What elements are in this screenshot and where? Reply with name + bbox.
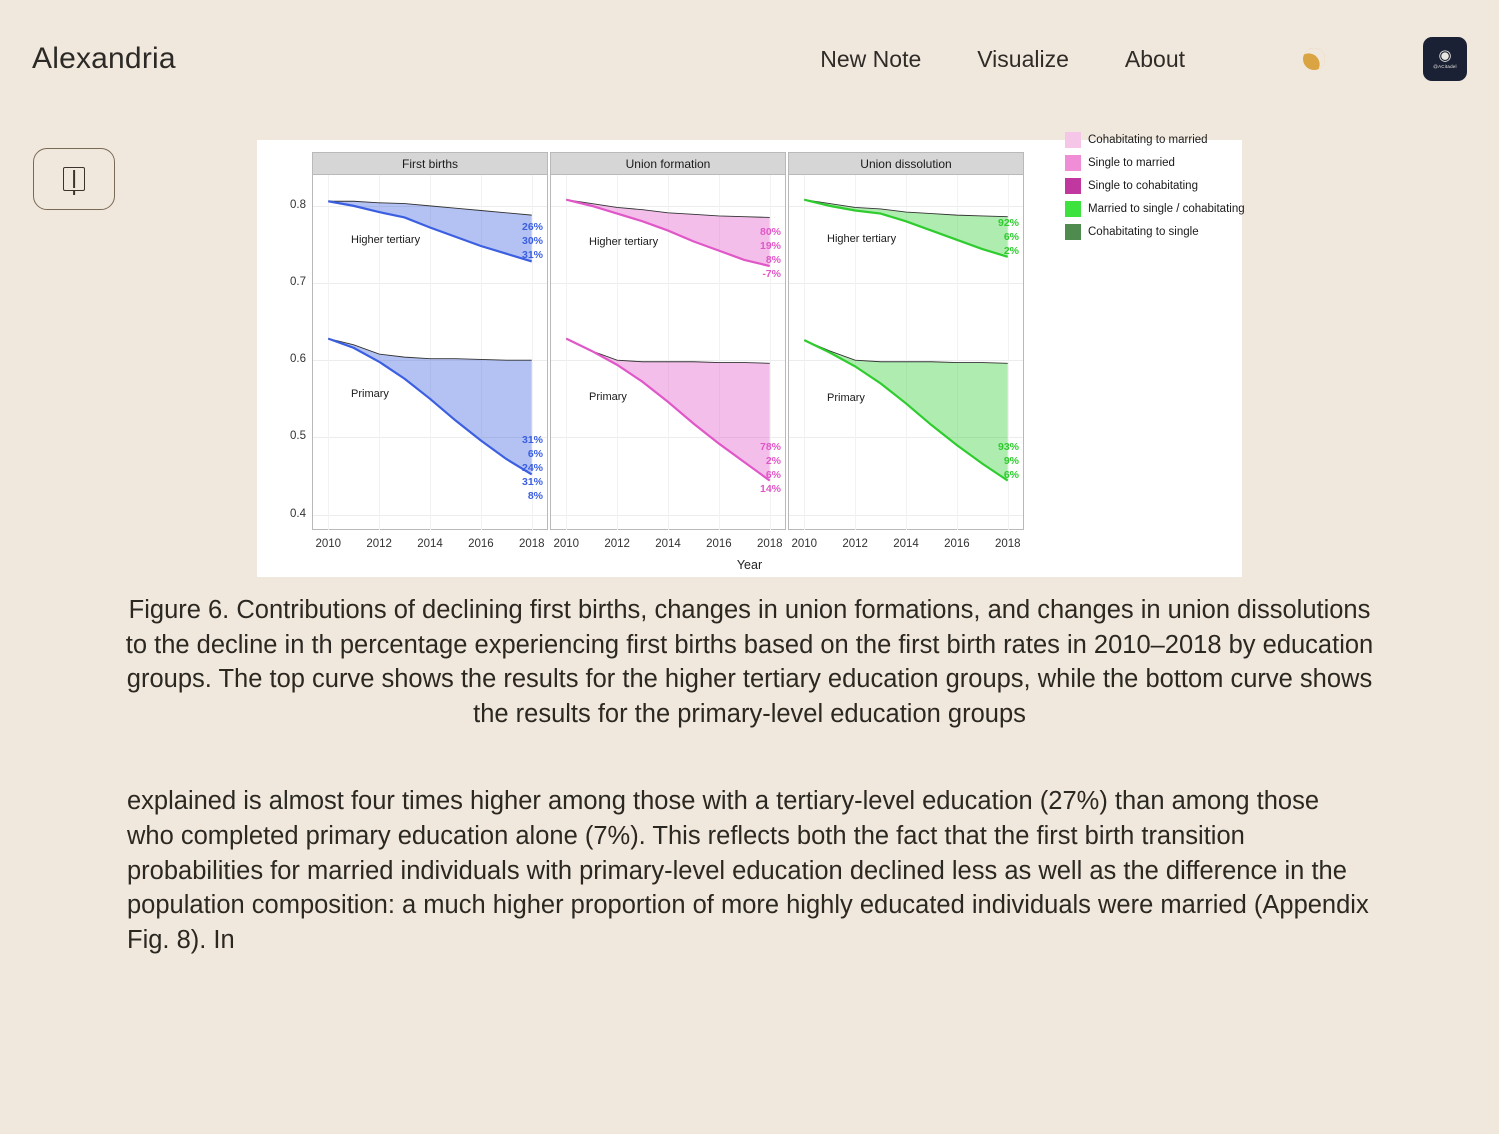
app-badge[interactable] [1423,37,1467,81]
legend-swatch [1065,178,1081,194]
moon-icon [1300,45,1329,74]
chart-series-label: Primary [351,387,389,400]
chart-annotation: 80% [759,226,781,239]
nav-visualize[interactable]: Visualize [977,45,1069,72]
figure-caption: Figure 6. Contributions of declining first births, changes in union formations, and changes in union dissolutions to the decline in th percentage experiencing first births based on the first birth rates in 2010–2018 by education groups. The top curve shows the results for the higher tertiary education groups, while the bottom curve shows the results for the primary-level education groups [125,596,1374,729]
chart-plot-area [789,175,1023,530]
chart-annotation: 30% [521,235,543,248]
chart-x-tick: 2018 [518,538,545,550]
chart-panel [788,152,1024,530]
chart-annotation: 93% [997,440,1019,453]
chart-x-axis-label: Year [736,558,763,572]
chart-annotation: 24% [521,462,543,475]
chart-series-label: Primary [827,392,865,405]
chart-annotation: 31% [521,434,543,447]
chart-series-label: Higher tertiary [827,232,897,245]
chart-x-tick: 2014 [893,538,919,550]
figure-image [257,133,1245,577]
chart-x-tick: 2016 [944,538,970,550]
chart-x-tick: 2014 [417,538,443,550]
owl-icon: ◉ [1438,47,1452,64]
chart-plot-area [313,175,547,530]
legend-swatch [1065,201,1081,217]
legend-item [1065,128,1243,151]
chart-x-tick: 2012 [604,538,630,550]
chart-x-tick: 2016 [706,538,732,550]
chart-annotation: 19% [759,240,781,253]
chart-annotation: 31% [521,476,543,489]
chart-annotation: 31% [521,249,543,262]
chart-x-tick: 2018 [994,538,1021,550]
legend-label: Cohabitating to single [1088,225,1199,238]
chart-panel-title: Union formation [551,153,785,175]
chart-annotation: 2% [765,454,781,467]
chart-y-tick: 0.4 [290,507,306,520]
chart-x-tick: 2018 [756,538,783,550]
chart-annotation: 8% [765,254,781,267]
chart-x-tick: 2010 [791,538,818,550]
chart-x-tick: 2014 [655,538,681,550]
document-content [0,118,1499,1134]
chart-panel [550,152,786,530]
legend-label: Cohabitating to married [1088,133,1208,146]
chart-y-tick: 0.7 [290,276,306,289]
chart-legend [1065,128,1243,243]
legend-item [1065,220,1243,243]
body-paragraph: explained is almost four times higher among those with a tertiary-level education (27%) than among those who completed primary education alone (7%). This reflects both the fact that the first birth transition probabilities for married individuals with primary-level education declined less as well as the difference in the population composition: a much higher proportion of more highly educated individuals were married (Appendix Fig. 8). In [127,786,1369,955]
legend-swatch [1065,132,1081,148]
chart-annotation: 6% [1003,230,1019,243]
chart-y-tick: 0.5 [290,430,306,443]
chart-annotation: 92% [997,216,1019,229]
app-title: Alexandria [32,42,176,75]
chart-series-label: Primary [589,390,627,403]
legend-item [1065,197,1243,220]
chart-y-tick: 0.6 [290,353,306,366]
chart-x-tick: 2010 [553,538,580,550]
chart-annotation: 6% [527,448,543,461]
chart-annotation: 14% [759,482,781,495]
chart-annotation: 6% [765,468,781,481]
chart-x-tick: 2010 [315,538,342,550]
chart-series-label: Higher tertiary [589,235,659,248]
legend-label: Single to cohabitating [1088,179,1198,192]
chart-annotation: 8% [527,490,543,503]
legend-swatch [1065,155,1081,171]
nav-about[interactable]: About [1124,45,1185,72]
chart-annotation: -7% [762,268,781,281]
dark-mode-toggle[interactable] [1297,42,1331,76]
chart-x-tick: 2012 [366,538,392,550]
chart-y-tick: 0.8 [290,198,306,211]
chart-annotation: 26% [521,221,543,234]
chart-annotation: 6% [1003,468,1019,481]
chart-annotation: 9% [1003,454,1019,467]
chart-plot-area [551,175,785,530]
app-badge-label: @ACitadel [1433,64,1457,69]
legend-label: Single to married [1088,156,1175,169]
legend-label: Married to single / cohabitating [1088,202,1245,215]
legend-swatch [1065,224,1081,240]
chart-panel-title: Union dissolution [789,153,1023,175]
chart-annotation: 78% [759,440,781,453]
nav-new-note[interactable]: New Note [820,45,922,72]
legend-item [1065,151,1243,174]
chart-annotation: 2% [1003,244,1019,257]
chart-x-tick: 2016 [468,538,494,550]
chart-panel-title: First births [313,153,547,175]
legend-item [1065,174,1243,197]
nav-links [820,37,1467,81]
top-navigation-bar [0,0,1499,118]
chart-series-label: Higher tertiary [351,234,421,247]
chart-x-tick: 2012 [842,538,868,550]
chart-panel [312,152,548,530]
